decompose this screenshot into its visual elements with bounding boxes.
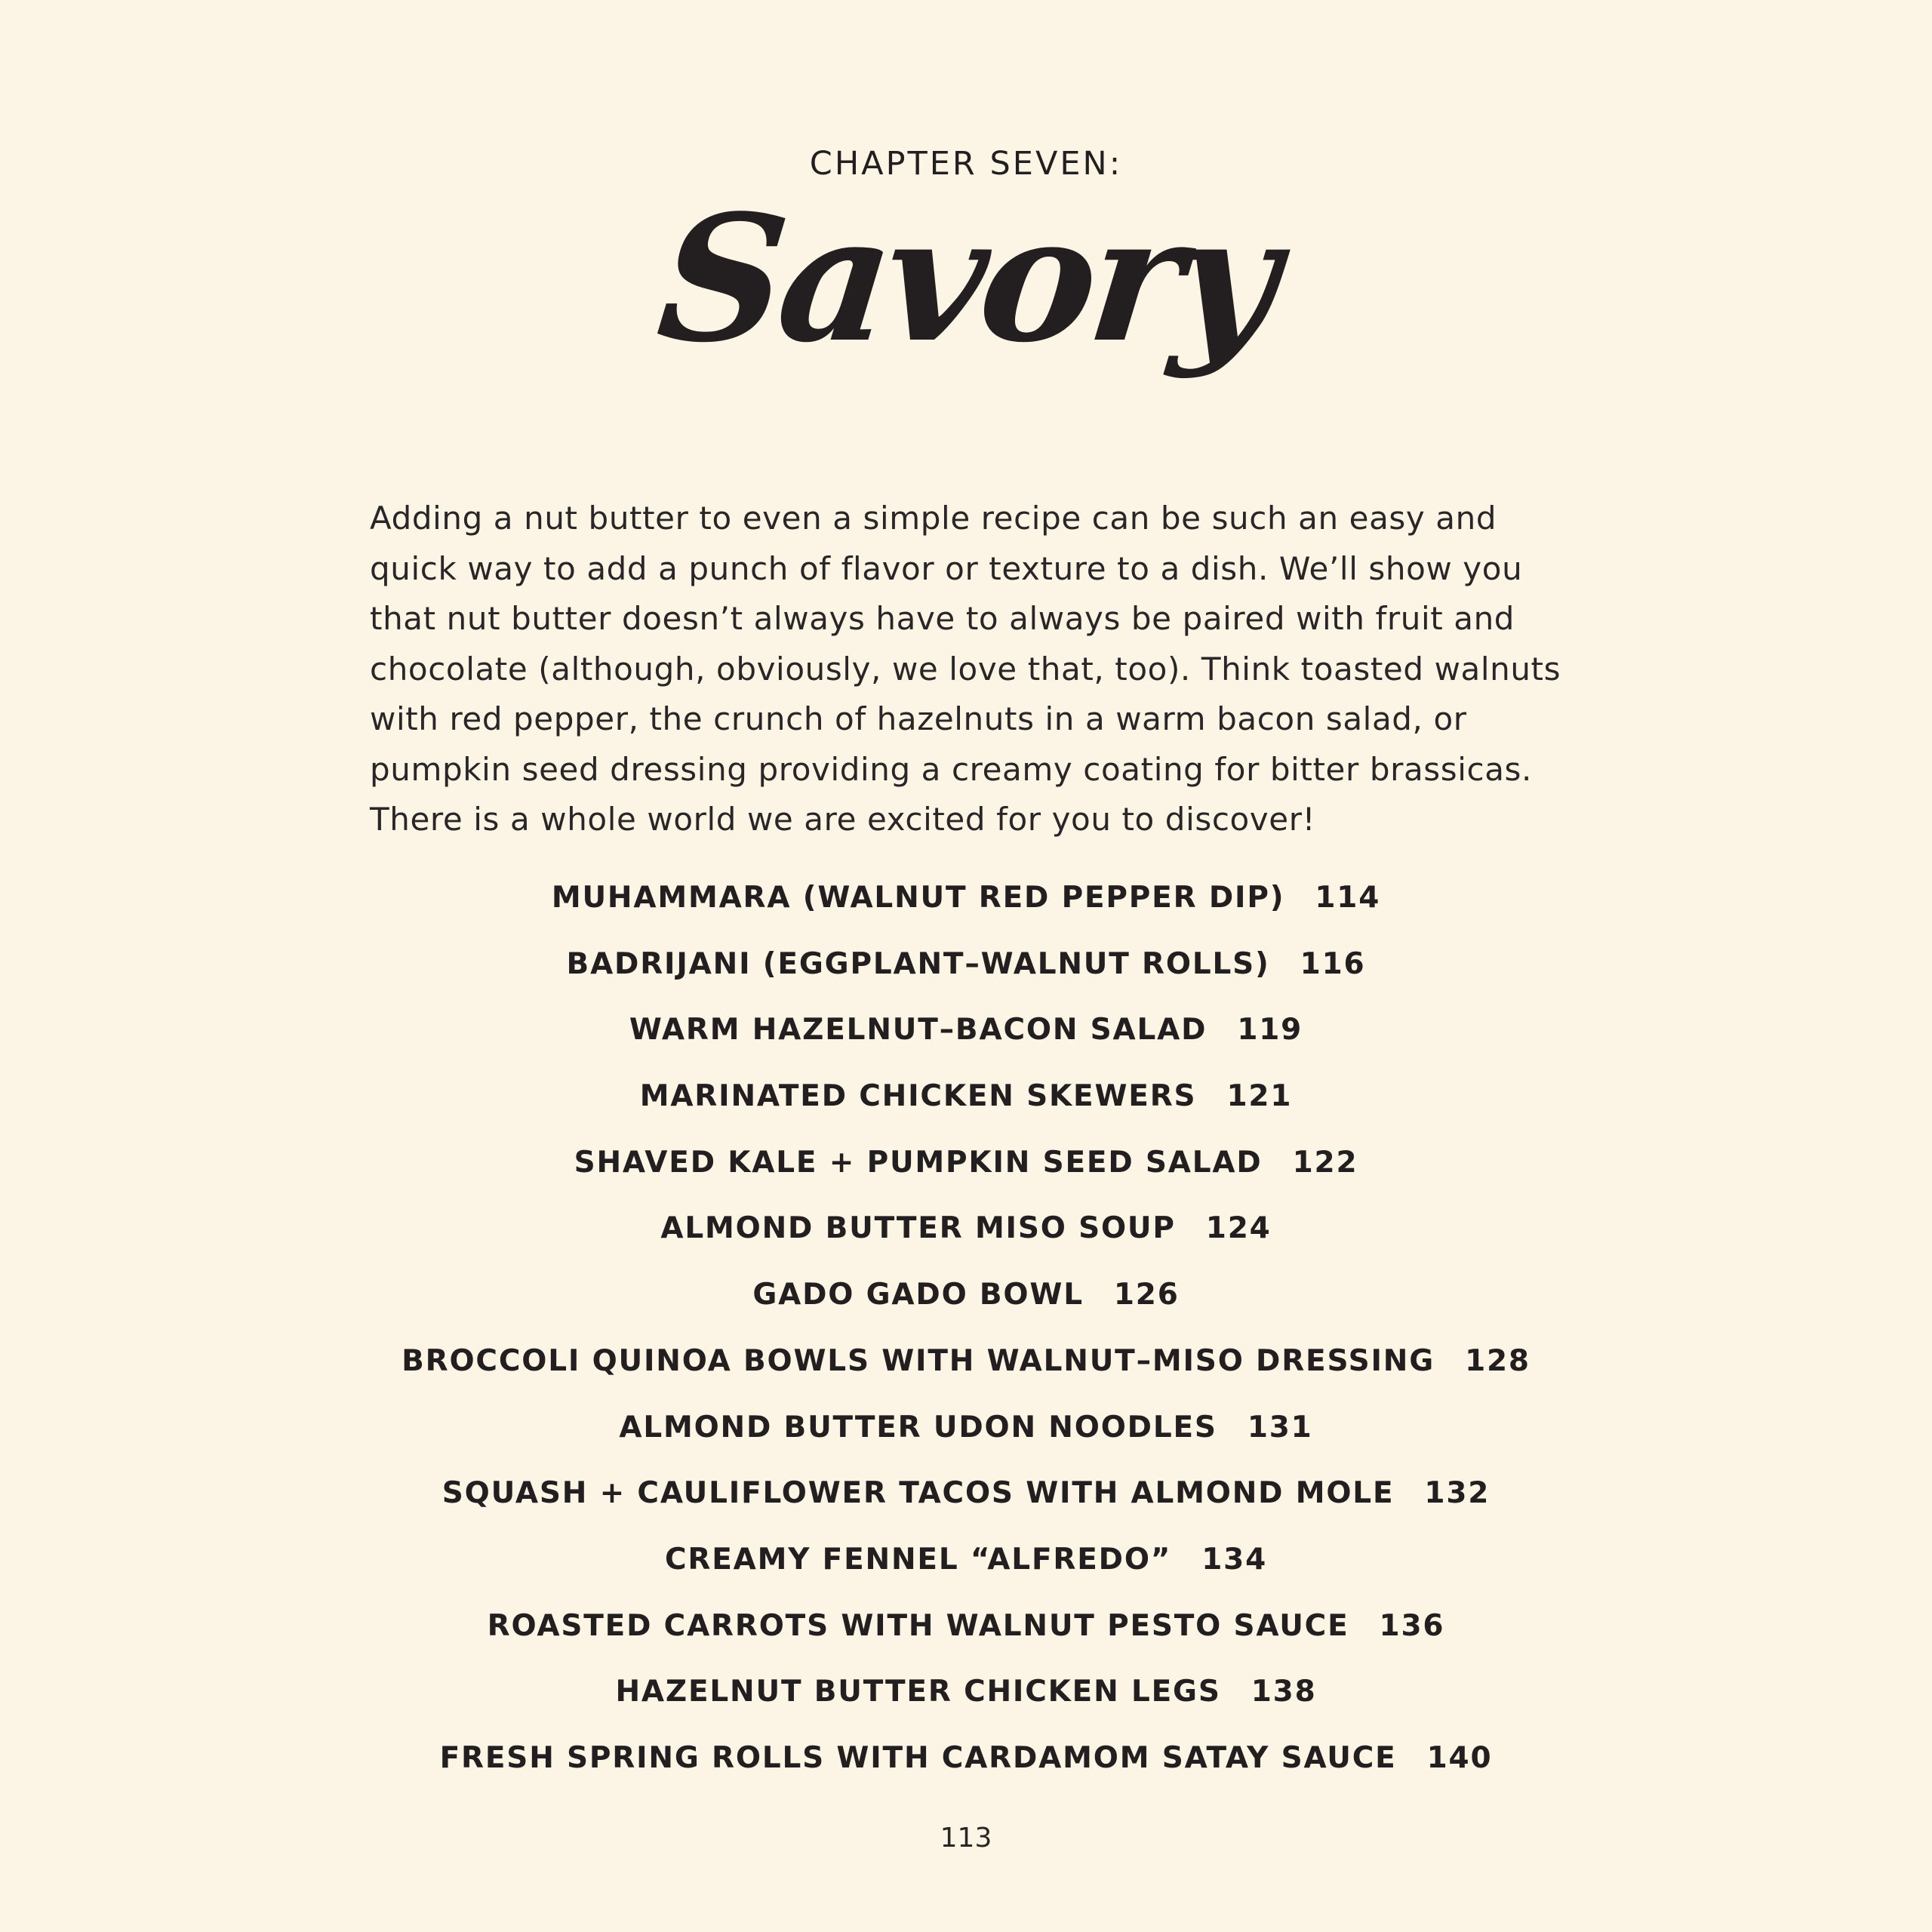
recipe-title: SQUASH + CAULIFLOWER TACOS WITH ALMOND MOLE <box>441 1476 1395 1511</box>
recipe-page-number: 136 <box>1379 1608 1445 1643</box>
recipe-entry <box>0 1008 1932 1074</box>
recipe-page-number: 140 <box>1426 1740 1493 1775</box>
recipe-entry <box>0 1604 1932 1670</box>
recipe-page-number: 126 <box>1113 1278 1180 1312</box>
recipe-entry <box>0 1405 1932 1472</box>
recipe-title: SHAVED KALE + PUMPKIN SEED SALAD <box>574 1145 1263 1180</box>
chapter-label: CHAPTER SEVEN: <box>809 145 1123 183</box>
chapter-title: Savory <box>650 177 1282 381</box>
recipe-page-number: 114 <box>1315 881 1381 915</box>
recipe-entry <box>0 1272 1932 1339</box>
page-number: 113 <box>940 1823 992 1854</box>
recipe-page-number: 134 <box>1201 1542 1268 1577</box>
recipe-entry <box>0 942 1932 1008</box>
recipe-entry <box>0 1206 1932 1272</box>
recipe-title: ALMOND BUTTER UDON NOODLES <box>619 1410 1217 1444</box>
recipe-title: ROASTED CARROTS WITH WALNUT PESTO SAUCE <box>487 1608 1349 1643</box>
recipe-title: MUHAMMARA (WALNUT RED PEPPER DIP) <box>551 881 1285 915</box>
recipe-page-number: 132 <box>1424 1476 1491 1511</box>
recipe-title: GADO GADO BOWL <box>752 1278 1084 1312</box>
recipe-entry <box>0 1339 1932 1405</box>
recipe-page-number: 124 <box>1205 1211 1272 1246</box>
recipe-title: HAZELNUT BUTTER CHICKEN LEGS <box>615 1675 1221 1709</box>
recipe-page-number: 116 <box>1300 946 1366 981</box>
recipe-entry <box>0 1669 1932 1736</box>
recipe-list <box>0 875 1932 1802</box>
recipe-entry <box>0 1140 1932 1207</box>
recipe-title: BROCCOLI QUINOA BOWLS WITH WALNUT–MISO DRESSING <box>401 1343 1435 1378</box>
recipe-page-number: 128 <box>1465 1343 1531 1378</box>
recipe-title: ALMOND BUTTER MISO SOUP <box>660 1211 1176 1246</box>
recipe-title: BADRIJANI (EGGPLANT–WALNUT ROLLS) <box>566 946 1270 981</box>
intro-paragraph: Adding a nut butter to even a simple recipe can be such an easy and quick way to add a punch of flavor or texture to a dish. We’ll show you that nut butter doesn’t always have to always be paired with fruit and chocolate (although, obviously, we love that, too). Think toasted walnuts with red pepper, the crunch of hazelnuts in a warm bacon salad, or pumpkin seed dressing providing a creamy coating for bitter brassicas. There is a whole world we are excited for you to discover! <box>370 500 1561 838</box>
recipe-title: WARM HAZELNUT–BACON SALAD <box>629 1013 1208 1048</box>
recipe-entry <box>0 1537 1932 1604</box>
recipe-entry <box>0 1736 1932 1802</box>
recipe-title: MARINATED CHICKEN SKEWERS <box>639 1079 1197 1114</box>
recipe-title: CREAMY FENNEL “ALFREDO” <box>664 1542 1172 1577</box>
recipe-page-number: 119 <box>1237 1013 1303 1048</box>
recipe-page-number: 131 <box>1247 1410 1313 1444</box>
recipe-title: FRESH SPRING ROLLS WITH CARDAMOM SATAY SAUCE <box>439 1740 1397 1775</box>
recipe-entry <box>0 1074 1932 1140</box>
recipe-page-number: 138 <box>1251 1675 1317 1709</box>
recipe-entry <box>0 875 1932 942</box>
recipe-entry <box>0 1471 1932 1537</box>
recipe-page-number: 121 <box>1226 1079 1293 1114</box>
recipe-page-number: 122 <box>1292 1145 1358 1180</box>
